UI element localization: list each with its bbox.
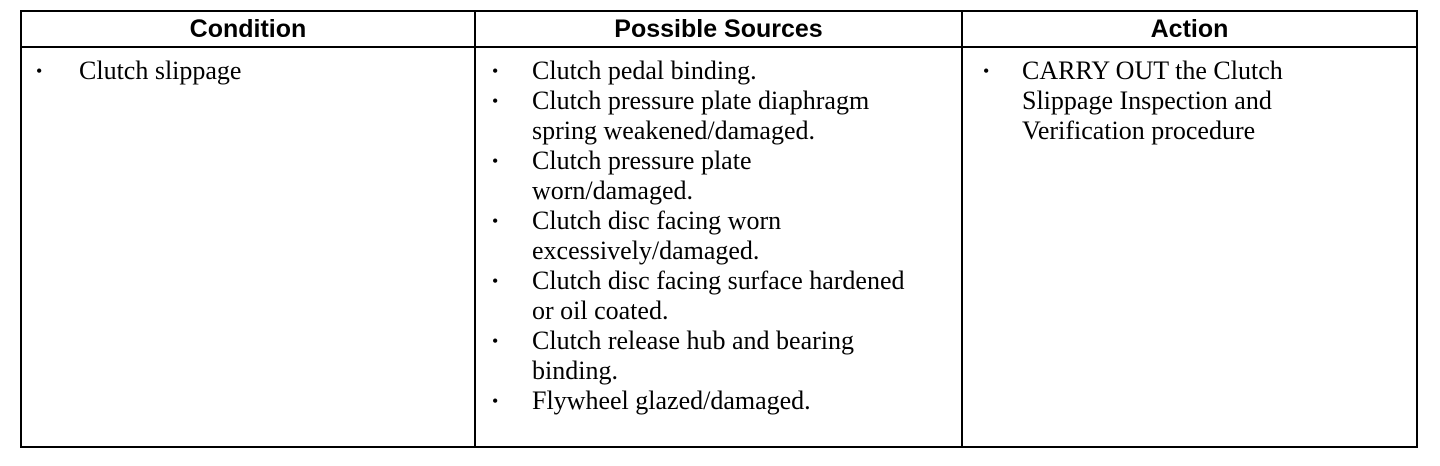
condition-list: [22, 56, 474, 86]
action-text: CARRY OUT the Clutch Slippage Inspection and Verification procedure: [1022, 56, 1283, 145]
bullet-icon: •: [492, 211, 499, 231]
bullet-icon: •: [492, 91, 499, 111]
list-item: [476, 326, 961, 386]
list-item: [476, 146, 961, 206]
possible-sources-list: [476, 56, 961, 416]
action-cell: [963, 48, 1416, 446]
bullet-icon: •: [492, 151, 499, 171]
bullet-icon: •: [492, 61, 499, 81]
source-text: Clutch pedal binding.: [532, 56, 757, 85]
source-text: Clutch pressure plate diaphragm spring weakened/damaged.: [532, 86, 870, 145]
list-item: [476, 56, 961, 86]
list-item: [476, 266, 961, 326]
bullet-icon: •: [983, 61, 990, 81]
possible-sources-cell: [476, 48, 963, 446]
list-item: [22, 56, 474, 86]
diagnosis-table: [20, 10, 1418, 448]
condition-text: Clutch slippage: [79, 56, 242, 85]
header-possible-sources: Possible Sources: [476, 12, 963, 48]
source-text: Clutch release hub and bearing binding.: [532, 326, 854, 385]
source-text: Clutch disc facing surface hardened or oil coated.: [532, 266, 905, 325]
header-action: Action: [963, 12, 1416, 48]
list-item: [476, 86, 961, 146]
action-list: [963, 56, 1416, 146]
header-condition: Condition: [22, 12, 476, 48]
list-item: [476, 206, 961, 266]
bullet-icon: •: [492, 271, 499, 291]
list-item: [476, 386, 961, 416]
bullet-icon: •: [492, 391, 499, 411]
source-text: Clutch pressure plate worn/damaged.: [532, 146, 752, 205]
source-text: Flywheel glazed/damaged.: [532, 386, 811, 415]
source-text: Clutch disc facing worn excessively/damaged.: [532, 206, 782, 265]
bullet-icon: •: [36, 61, 43, 81]
list-item: [963, 56, 1416, 146]
bullet-icon: •: [492, 331, 499, 351]
condition-cell: [22, 48, 476, 446]
